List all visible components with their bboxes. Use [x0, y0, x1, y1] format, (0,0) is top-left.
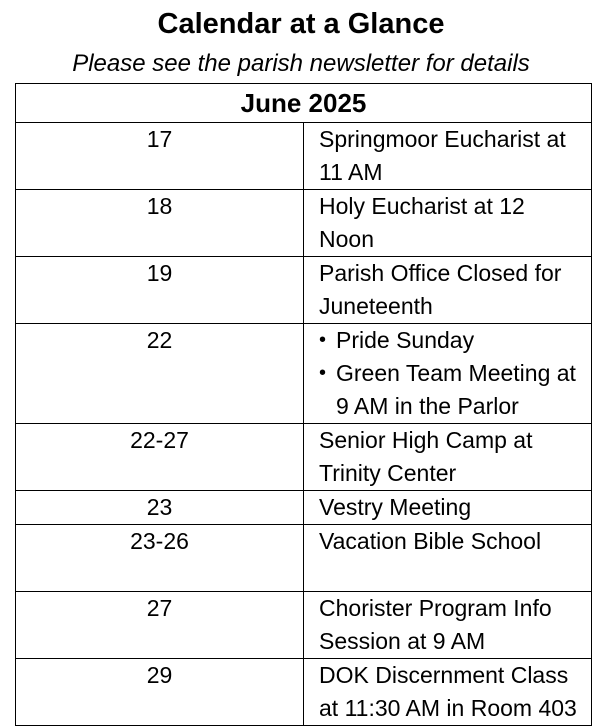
table-row: [16, 424, 592, 491]
table-row: [16, 190, 592, 257]
date-cell: 23: [16, 491, 304, 525]
event-cell: Vacation Bible School: [304, 525, 592, 592]
table-row: [16, 257, 592, 324]
table-row: [16, 491, 592, 525]
event-cell: Holy Eucharist at 12 Noon: [304, 190, 592, 257]
event-cell: Vestry Meeting: [304, 491, 592, 525]
event-cell: Chorister Program Info Session at 9 AM: [304, 592, 592, 659]
date-cell: 29: [16, 659, 304, 726]
month-header-row: [16, 84, 592, 123]
list-item-text: Green Team Meeting at 9 AM in the Parlor: [336, 360, 576, 419]
list-item-text: Pride Sunday: [336, 327, 475, 353]
page-title: Calendar at a Glance: [157, 8, 445, 40]
table-row: [16, 659, 592, 726]
event-cell: Springmoor Eucharist at 11 AM: [304, 123, 592, 190]
month-heading: June 2025: [16, 84, 592, 123]
date-cell: 18: [16, 190, 304, 257]
table-row: [16, 592, 592, 659]
list-item: [319, 324, 585, 357]
date-cell: 23-26: [16, 525, 304, 592]
event-bullet-list: [319, 324, 585, 423]
event-cell: [304, 324, 592, 424]
list-item: [319, 357, 585, 423]
table-row: [16, 123, 592, 190]
bullet-icon: •: [319, 362, 327, 384]
date-cell: 22: [16, 324, 304, 424]
date-cell: 27: [16, 592, 304, 659]
table-row: [16, 525, 592, 592]
date-cell: 22-27: [16, 424, 304, 491]
date-cell: 17: [16, 123, 304, 190]
event-cell: Senior High Camp at Trinity Center: [304, 424, 592, 491]
event-cell: DOK Discernment Class at 11:30 AM in Room 403: [304, 659, 592, 726]
date-cell: 19: [16, 257, 304, 324]
calendar-table: [15, 83, 592, 726]
page-subtitle: Please see the parish newsletter for details: [72, 50, 530, 77]
table-row: [16, 324, 592, 424]
event-cell: Parish Office Closed for Juneteenth: [304, 257, 592, 324]
bullet-icon: •: [319, 329, 327, 351]
